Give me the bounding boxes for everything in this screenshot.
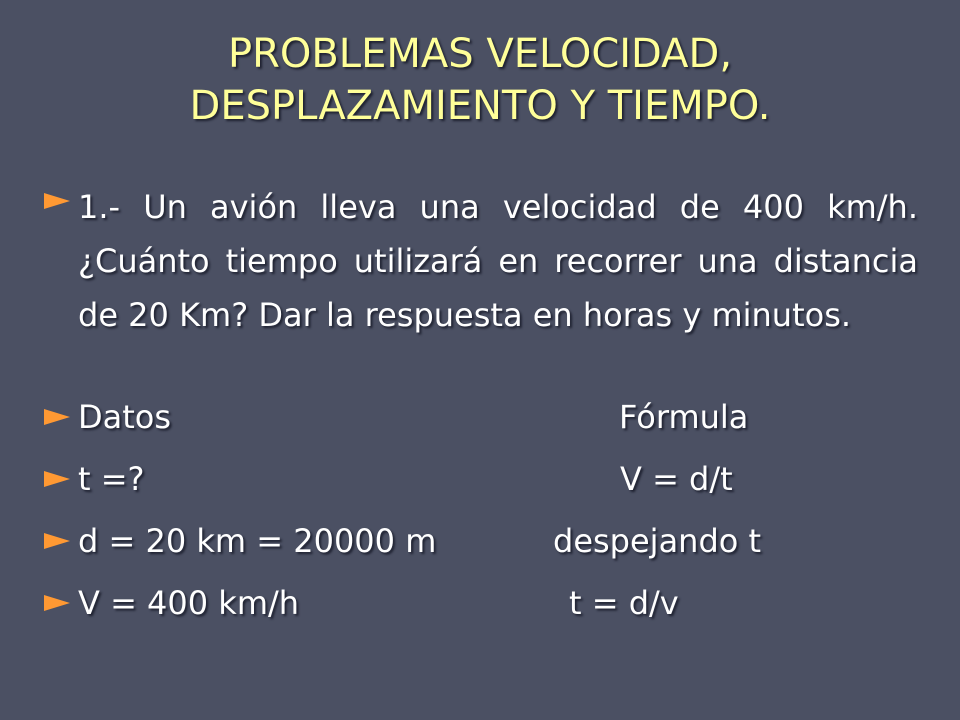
row-right-text: t = d/v [569, 584, 679, 622]
problem-bullet [44, 180, 918, 342]
bullet-arrow-icon [44, 193, 70, 209]
row-left-text: Datos [78, 398, 172, 436]
row-left-text: V = 400 km/h [78, 584, 300, 622]
bullet-arrow-icon [44, 409, 70, 425]
bullet-arrow-icon [44, 471, 70, 487]
bullet-arrow-icon [44, 595, 70, 611]
row-right-text: V = d/t [620, 460, 733, 498]
row-left-text: d = 20 km = 20000 m [78, 522, 437, 560]
row-right-text: Fórmula [619, 398, 749, 436]
bullet-arrow-icon [44, 533, 70, 549]
row-left-text: t =? [78, 460, 145, 498]
title-line-1: PROBLEMAS VELOCIDAD, [227, 31, 733, 77]
problem-text: 1.- Un avión lleva una velocidad de 400 km/h. ¿Cuánto tiempo utilizará en recorrer una distancia de 20 Km? Dar la respuesta en horas y minutos. [78, 188, 918, 334]
slide-title [60, 28, 900, 132]
row-right-text: despejando t [553, 522, 762, 560]
title-line-2: DESPLAZAMIENTO Y TIEMPO. [189, 83, 771, 129]
